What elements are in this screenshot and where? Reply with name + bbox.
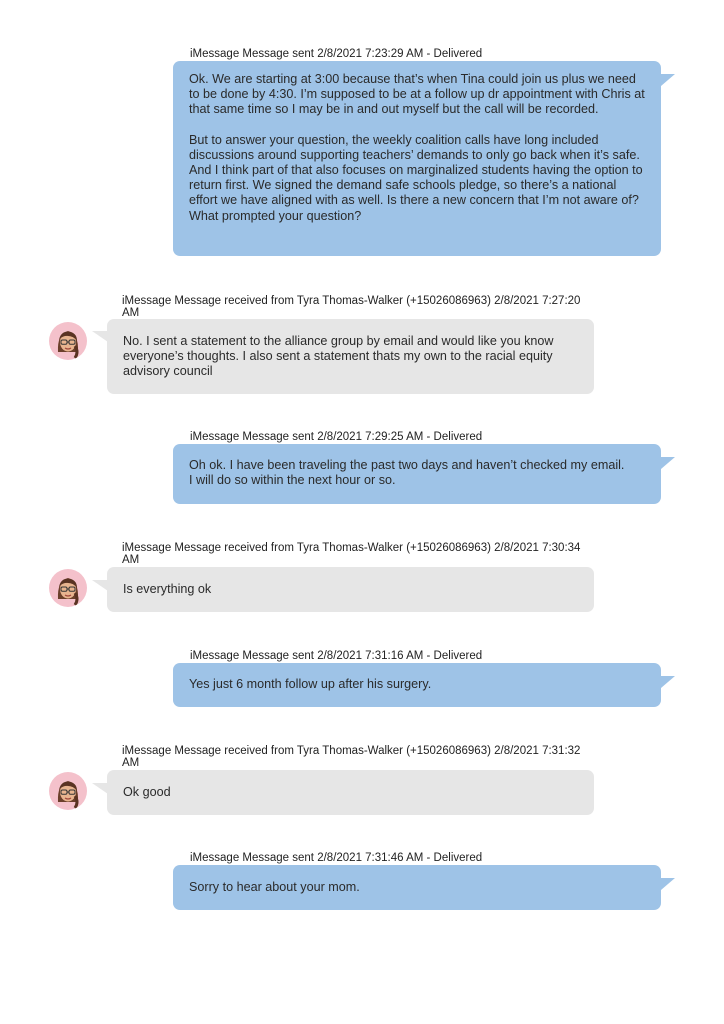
memoji-avatar-icon [49,569,87,607]
sent-message-bubble [173,663,661,707]
received-message-bubble [107,319,594,394]
message-text: Ok good [123,785,171,799]
message-text: No. I sent a statement to the alliance group by email and would like you know everyone’s thoughts. I also sent a statement thats my own to the racial equity advisory council [123,334,554,379]
message-header: iMessage Message sent 2/8/2021 7:31:16 AM - Delivered [190,650,483,662]
bubble-tail [661,457,675,469]
message-text: Is everything ok [123,582,212,596]
bubble-tail [661,878,675,890]
bubble-tail [92,580,108,591]
bubble-tail [661,74,675,86]
sent-message-bubble [173,865,661,910]
message-text: Oh ok. I have been traveling the past two days and haven’t checked my email. I will do so within the next hour or so. [189,458,625,488]
message-header: iMessage Message sent 2/8/2021 7:23:29 AM - Delivered [190,48,483,60]
sent-message-bubble [173,444,661,504]
memoji-avatar-icon [49,322,87,360]
message-text: Sorry to hear about your mom. [189,880,360,894]
message-header: iMessage Message received from Tyra Thomas-Walker (+15026086963) 2/8/2021 7:27:20 AM [122,295,581,319]
message-header: iMessage Message sent 2/8/2021 7:29:25 AM - Delivered [190,431,483,443]
message-header: iMessage Message received from Tyra Thomas-Walker (+15026086963) 2/8/2021 7:31:32 AM [122,745,581,769]
message-text: Yes just 6 month follow up after his surgery. [189,677,432,691]
bubble-tail [92,331,108,342]
message-header: iMessage Message sent 2/8/2021 7:31:46 AM - Delivered [190,852,483,864]
memoji-avatar-icon [49,772,87,810]
sent-message-bubble [173,61,661,256]
received-message-bubble [107,567,594,612]
bubble-tail [661,676,675,688]
message-text: But to answer your question, the weekly coalition calls have long included discussions around supporting teachers’ demands to only go back when it’s safe. And I think part of that also focuses on marginalized students having the option to return first. We signed the demand safe schools pledge, so there’s a national effort we have aligned with as well. Is there a new concern that I’m not aware of? What prompted your question? [189,132,643,223]
received-message-bubble [107,770,594,815]
bubble-tail [92,783,108,794]
message-header: iMessage Message received from Tyra Thomas-Walker (+15026086963) 2/8/2021 7:30:34 AM [122,542,581,566]
message-text: Ok. We are starting at 3:00 because that’s when Tina could join us plus we need to be done by 4:30. I’m supposed to be at a follow up dr appointment with Chris at that same time so I may be in and out myself but the call will be recorded. [189,72,645,117]
